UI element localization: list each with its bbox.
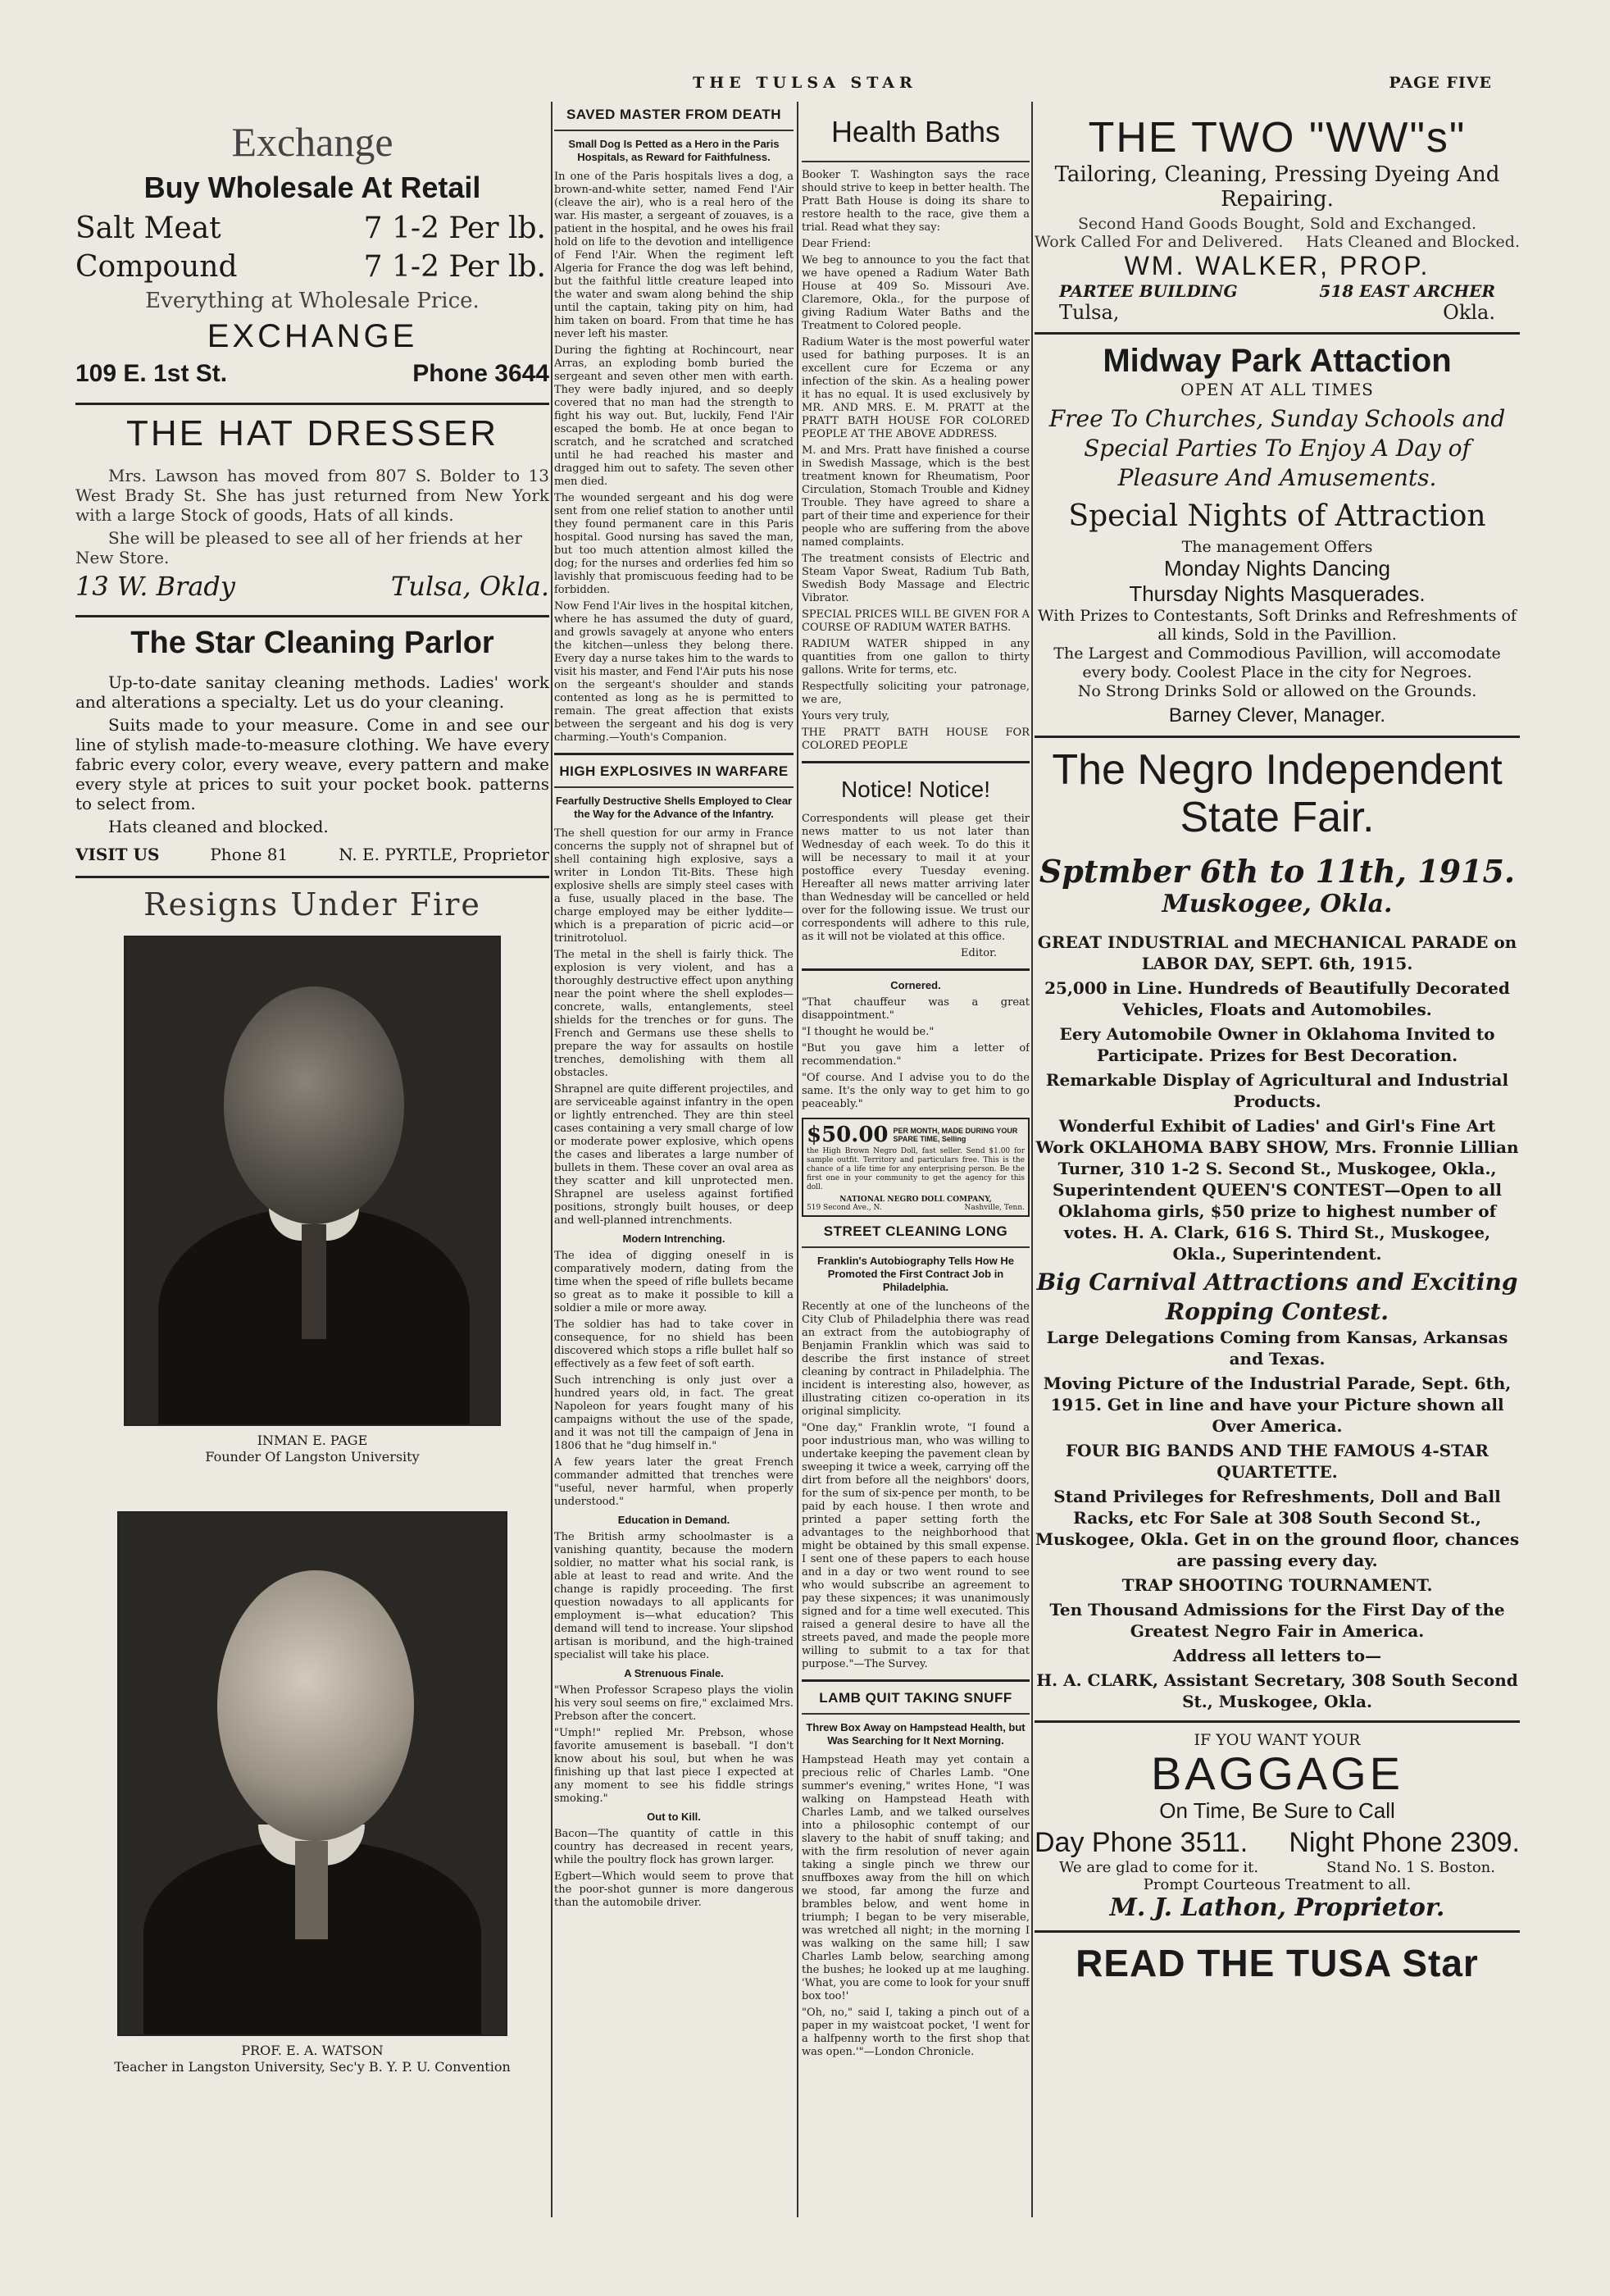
- article-paragraph: "But you gave him a letter of recommendation.": [802, 1042, 1030, 1068]
- fair-title2: State Fair.: [1180, 794, 1375, 841]
- two-ws-building: PARTEE BUILDING: [1059, 281, 1238, 301]
- exchange-address: 109 E. 1st St.: [75, 360, 228, 387]
- baggage-info: [1035, 1859, 1520, 1876]
- article-paragraph: The wounded sergeant and his dog were sent from one relief station to another until they found permanent care in this Paris hospital. Good nursing has saved the man, but too much attention almost killed the dog; for the nurses and orderlies fed him so lavishly that promiscuous feeding had to be forbidden.: [554, 492, 794, 596]
- midway-body2: The Largest and Commodious Pavillion, will accomodate every body. Coolest Place in the city for Negroes.: [1053, 645, 1501, 681]
- article-paragraph: The shell question for our army in France concerns the supply not of shrapnel but of shell containing high explosive, says a writer in London Tit-Bits. These high explosive shells are simply steel cases with a fuse, usually placed in the base. The charge employed may be either lyddite—which is a preparation of picric acid—or trinitrotoluol.: [554, 827, 794, 945]
- resigns-title: Resigns Under Fire: [143, 886, 481, 922]
- hat-dresser-address: 13 W. Brady: [75, 571, 235, 602]
- portrait-ea-watson: [117, 1511, 507, 2036]
- article-deck: Threw Box Away on Hampstead Health, but Was Searching for It Next Morning.: [806, 1721, 1026, 1747]
- portrait-caption-title: Teacher in Langston University, Sec'y B. Y. P. U. Convention: [114, 2059, 511, 2075]
- article-subhead: Out to Kill.: [647, 1811, 701, 1823]
- divider: [802, 1679, 1030, 1682]
- doll-ad-city: Nashville, Tenn.: [964, 1204, 1025, 1212]
- cleaning-parlor-body3: Hats cleaned and blocked.: [108, 817, 329, 836]
- resigns-article: [75, 886, 549, 2075]
- portrait-caption-title: Founder Of Langston University: [205, 1449, 420, 1465]
- article-paragraph: Respectfully soliciting your patronage, we are,: [802, 681, 1030, 706]
- doll-ad-sub: PER MONTH, MADE DURING YOUR SPARE TIME, Selling: [893, 1127, 1018, 1143]
- cleaning-parlor-ad: [75, 626, 549, 864]
- two-ws-ad: [1035, 102, 1520, 324]
- article-paragraph: SPECIAL PRICES WILL BE GIVEN FOR A COURSE OF RADIUM WATER BATHS.: [802, 608, 1030, 634]
- cleaning-parlor-body2: Suits made to your measure. Come in and see our line of stylish made-to-measure clothing. We have every fabric every color, every weave, every pattern and make every style at prices to suit your pocket book. patterns to select from.: [75, 715, 549, 813]
- two-ws-address: [1035, 281, 1520, 301]
- divider: [802, 761, 1030, 763]
- doll-ad-headline: $50.00: [807, 1123, 889, 1147]
- two-ws-street: 518 EAST ARCHER: [1319, 281, 1495, 301]
- cleaning-parlor-contact: [75, 845, 549, 864]
- fair-paragraph: Remarkable Display of Agricultural and Industrial Products.: [1045, 1070, 1509, 1111]
- two-ws-city-line: [1035, 301, 1520, 324]
- baggage-title: BAGGAGE: [1150, 1747, 1404, 1799]
- hat-dresser-body2: She will be pleased to see all of her friends at her New Store.: [75, 528, 522, 567]
- fair-paragraph: Stand Privileges for Refreshments, Doll and Ball Racks, etc For Sale at 308 South Second St., Muskogee, Okla. Get in on the ground floor, chances are passing every day.: [1035, 1487, 1520, 1570]
- hat-dresser-contact: [75, 571, 549, 602]
- cleaning-parlor-body: Up-to-date sanitay cleaning methods. Ladies' work and alterations a specialty. Let us do your cleaning.: [75, 672, 549, 712]
- item-name: Salt Meat: [75, 212, 221, 245]
- portrait-caption-name: PROF. E. A. WATSON: [241, 2043, 384, 2058]
- baggage-phones: [1035, 1827, 1520, 1859]
- column-rule: [551, 102, 553, 2217]
- midway-body: With Prizes to Contestants, Soft Drinks and Refreshments of all kinds, Sold in the Pavillion.: [1038, 607, 1517, 644]
- fair-paragraph: 25,000 in Line. Hundreds of Beautifully Decorated Vehicles, Floats and Automobiles.: [1044, 978, 1510, 1019]
- baggage-night-phone: Night Phone 2309.: [1289, 1827, 1520, 1858]
- hat-dresser-body: Mrs. Lawson has moved from 807 S. Bolder to 13 West Brady St. She has just returned from New York with a large Stock of goods, Hats of all kinds.: [75, 466, 549, 525]
- column-rule: [797, 102, 798, 2217]
- divider: [75, 403, 549, 405]
- exchange-item: [75, 250, 549, 284]
- article-paragraph: Shrapnel are quite different projectiles, and are serviceable against infantry in the open or lightly entrenched. They are thin steel cases containing a very small charge of low or moderate power explosive, which opens the cases and liberates a large number of bullets in them. These cover an oval area as they scatter and kill unprotected men. Shrapnel are useless against fortified positions, strongly built houses, or deep and well-planned intrenchments.: [554, 1083, 794, 1227]
- two-ws-line3: Hats Cleaned and Blocked.: [1305, 233, 1520, 251]
- divider: [554, 753, 794, 755]
- article-paragraph: Booker T. Washington says the race should strive to keep in better health. The Pratt Bath House is doing its share to restore health to the race, give them a trial. Read what they say:: [802, 169, 1030, 234]
- notice-body: Correspondents will please get their news matter to us not later than Wednesday of each week. To do this it will be necessary to mail it at your postoffice every Tuesday evening. Hereafter all news matter arriving later than Wednesday will be cancelled or held over for the following issue. We trust our correspondents will adhere to this rule, as it will not be violated at this office.: [802, 813, 1030, 943]
- hat-dresser-title: THE HAT DRESSER: [125, 413, 499, 453]
- article-subhead: Modern Intrenching.: [622, 1232, 725, 1245]
- article-paragraph: "Oh, no," said I, taking a pinch out of a paper in my waistcoat pocket, 'I went for a halfpenny worth to the first shop that was open.'"—London Chronicle.: [802, 2007, 1030, 2058]
- article-paragraph: The soldier has had to take cover in consequence, for no shield has been discovered which stops a rifle bullet half so effectively as a few feet of soft earth.: [554, 1319, 794, 1370]
- midway-thursday: Thursday Nights Masquerades.: [1129, 581, 1426, 606]
- divider: [802, 161, 1030, 162]
- article-paragraph: Hampstead Heath may yet contain a precious relic of Charles Lamb. "One summer's evening," writes Hone, "I was walking on Hampstead Heath with Charles Lamb, and we talked ourselves into a philosophic contempt of our slavery to the habit of snuff taking; and with the firm resolution of never again taking a single pinch we threw our snuffboxes away from the hill on which we stood, far among the furze and brambles below, and went home in triumph; I began to be very miserable, was wretched all night; in the morning I was walking on the same hill; I saw Charles Lamb below, searching among the bushes; he looked up at me laughing. 'What, you are come to look for your snuff box too!': [802, 1754, 1030, 2002]
- fair-paragraph: Large Delegations Coming from Kansas, Arkansas and Texas.: [1046, 1328, 1508, 1369]
- doll-ad-address: 519 Second Ave., N.: [807, 1204, 882, 1212]
- article-paragraph: "I thought he would be.": [802, 1026, 935, 1038]
- exchange-phone: Phone 3644: [412, 360, 549, 387]
- article-headline: STREET CLEANING LONG: [823, 1223, 1008, 1239]
- two-ws-title: THE TWO "WW"s": [1088, 114, 1467, 162]
- column-1: [75, 102, 549, 2217]
- article-paragraph: "Umph!" replied Mr. Prebson, whose favorite amusement is baseball. "I don't know about his soul, but when he was finishing up that last piece I expected at any moment to see his fiddle strings smoking.": [554, 1727, 794, 1805]
- visit-us: VISIT US: [75, 845, 160, 864]
- column-3: [802, 102, 1030, 2217]
- article-deck: Fearfully Destructive Shells Employed to Clear the Way for the Advance of the Infantry.: [555, 795, 793, 820]
- article-paragraph: "One day," Franklin wrote, "I found a poor industrious man, who was willing to undertake keeping the pavement clean by sweeping it twice a week, carrying off the dirt from before all the neighbors' doors, for the sum of six-pence per month, to be paid by each house. I then wrote and printed a paper setting forth the advantages to the neighborhood that might be obtained by this small expense. I sent one of these papers to each house and in a day or two went round to see who would subscribe an agreement to pay these sixpences; it was unanimously signed and for a time well executed. This raised a general desire to have all the streets paved, and made the people more willing to submit to a tax for that purpose."—The Survey.: [802, 1422, 1030, 1670]
- article-paragraph: M. and Mrs. Pratt have finished a course in Swedish Massage, which is the best treatment known for Rheumatism, Poor Circulation, Stomach Trouble and Kidney Trouble. They have agreed to share a part of their time and experience for their people who are suffering from the above named complaints.: [802, 444, 1030, 549]
- article-paragraph: Recently at one of the luncheons of the City Club of Philadelphia there was read an extract from the autobiography of Benjamin Franklin which was said to describe the first instance of street cleaning by contract in Philadelphia. The incident is interesting also, however, as illustrating citizen co-operation in its original simplicity.: [802, 1301, 1030, 1418]
- exchange-ad-title: Exchange: [231, 119, 393, 165]
- column-2: [554, 102, 794, 2217]
- fair-admissions: Ten Thousand Admissions for the First Day of the Greatest Negro Fair in America.: [1049, 1600, 1505, 1641]
- article-headline: SAVED MASTER FROM DEATH: [566, 107, 782, 122]
- article-headline: HIGH EXPLOSIVES IN WARFARE: [559, 763, 789, 779]
- article-paragraph: Dear Friend:: [802, 238, 871, 250]
- article-paragraph: Bacon—The quantity of cattle in this country has decreased in recent years, while the poultry flock has grown larger.: [554, 1828, 794, 1866]
- article-paragraph: The treatment consists of Electric and Steam Vapor Sweat, Radium Tub Bath, Swedish Body Massage and Electric Vibrator.: [802, 553, 1030, 604]
- article-subhead: A Strenuous Finale.: [624, 1667, 724, 1679]
- divider: [554, 786, 794, 788]
- midway-special: Special Nights of Attraction: [1068, 499, 1486, 533]
- article-paragraph: Egbert—Which would seem to prove that the poor-shot gunner is more dangerous than the automobile driver.: [554, 1870, 794, 1909]
- midway-park-ad: [1035, 343, 1520, 727]
- fair-paragraph: Wonderful Exhibit of Ladies' and Girl's Fine Art Work OKLAHOMA BABY SHOW, Mrs. Fronnie Lillian Turner, 310 1-2 S. Second St., Muskogee, Okla., Superintendent QUEEN'S CONTEST—Open to all Oklahoma girls, $50 prize to highest number of votes. H. A. Clark, 616 S. Third St., Muskogee, Okla., Superintendent.: [1035, 1116, 1519, 1264]
- article-paragraph: The metal in the shell is fairly thick. The explosion is very violent, and has a thoroughly destructive effect upon anything near the point where the shell explodes—concrete, walls, entanglements, steel shields for the trenches or for guns. The French and Germans use these shells to prepare the way for assaults on hostile trenches, demolishing with them all obstacles.: [554, 949, 794, 1079]
- divider: [1035, 736, 1520, 738]
- divider: [75, 876, 549, 878]
- doll-ad-company: NATIONAL NEGRO DOLL COMPANY,: [839, 1196, 992, 1204]
- fair-dates: Sptmber 6th to 11th, 1915.: [1039, 853, 1516, 890]
- article-paragraph: Yours very truly,: [802, 710, 890, 722]
- fair-carnival: Big Carnival Attractions and Exciting Ropping Contest.: [1036, 1269, 1518, 1325]
- baggage-prompt: Prompt Courteous Treatment to all.: [1143, 1876, 1412, 1893]
- doll-ad: [802, 1118, 1030, 1217]
- midway-title: Midway Park Attaction: [1103, 343, 1452, 379]
- midway-body3: No Strong Drinks Sold or allowed on the Grounds.: [1077, 682, 1477, 700]
- health-baths-title: Health Baths: [830, 115, 1001, 148]
- cleaning-parlor-title: The Star Cleaning Parlor: [130, 626, 494, 660]
- two-ws-state: Okla.: [1443, 301, 1495, 324]
- article-paragraph: The idea of digging oneself in is comparatively modern, dating from the time when the speed of rifle bullets became so great as to make it possible to kill a soldier a mile or more away.: [554, 1250, 794, 1314]
- divider: [1035, 332, 1520, 335]
- divider: [802, 1713, 1030, 1715]
- state-fair-ad: [1035, 746, 1520, 1712]
- column-rule: [1031, 102, 1033, 2217]
- article-paragraph: "Of course. And I advise you to do the same. It's the only way to get him to go peaceably.": [802, 1072, 1030, 1110]
- article-subhead: Education in Demand.: [617, 1514, 730, 1526]
- fair-paragraph: Eery Automobile Owner in Oklahoma Invited to Participate. Prizes for Best Decoration.: [1059, 1024, 1495, 1065]
- article-headline: LAMB QUIT TAKING SNUFF: [819, 1690, 1012, 1706]
- exchange-ad-tagline: Buy Wholesale At Retail: [143, 171, 481, 204]
- article-paragraph: We beg to announce to you the fact that we have opened a Radium Water Bath House at 409 So. Missouri Ave. Claremore, Okla., for the purpose of giving Radium Water Baths and the Treatment to Colored people.: [802, 254, 1030, 332]
- article-subhead: Cornered.: [890, 979, 941, 991]
- baggage-ad: [1035, 1731, 1520, 1922]
- article-deck: Franklin's Autobiography Tells How He Promoted the First Contract Job in Philadelphia.: [816, 1255, 1014, 1293]
- article-paragraph: RADIUM WATER shipped in any quantities from one gallon to thirty gallons. Write for terms, etc.: [802, 638, 1030, 676]
- baggage-if: IF YOU WANT YOUR: [1194, 1731, 1361, 1749]
- article-paragraph: Radium Water is the most powerful water used for bathing purposes. It is an excellent cure for Eczema or any infection of the skin. As a healing power it has no equal. It is used exclusively by MR. AND MRS. E. M. PRATT at the PRATT BATH HOUSE FOR COLORED PEOPLE AT THE ABOVE ADDRESS.: [802, 336, 1030, 440]
- article-paragraph: Such intrenching is only just over a hundred years old, in fact. The great Napoleon for years fought many of his campaigns without the use of the spade, and it was not till the campaign of Jena in 1806 that he "dug himself in.": [554, 1374, 794, 1452]
- exchange-item: [75, 212, 549, 245]
- portrait-caption-name: INMAN E. PAGE: [257, 1433, 368, 1448]
- baggage-prop: M. J. Lathon, Proprietor.: [1109, 1893, 1445, 1922]
- midway-free: Free To Churches, Sunday Schools and Special Parties To Enjoy A Day of Pleasure And Amusements.: [1048, 405, 1506, 491]
- fair-location: Muskogee, Okla.: [1162, 890, 1393, 918]
- article-deck: Small Dog Is Petted as a Hero in the Paris Hospitals, as Reward for Faithfulness.: [568, 138, 780, 163]
- midway-manager: Barney Clever, Manager.: [1168, 704, 1386, 727]
- article-signature: THE PRATT BATH HOUSE FOR COLORED PEOPLE: [802, 727, 1030, 752]
- two-ws-sub: Tailoring, Cleaning, Pressing Dyeing And Repairing.: [1054, 162, 1500, 212]
- midway-open: OPEN AT ALL TIMES: [1180, 380, 1374, 399]
- notice-title: Notice! Notice!: [840, 777, 991, 802]
- masthead: [0, 69, 1610, 102]
- divider: [1035, 1930, 1520, 1933]
- doll-ad-contact: [807, 1204, 1025, 1212]
- two-ws-city: Tulsa,: [1059, 301, 1120, 324]
- baggage-stand: Stand No. 1 S. Boston.: [1326, 1859, 1495, 1876]
- fair-address-all: Address all letters to—: [1172, 1646, 1382, 1665]
- midway-offers: The management Offers: [1181, 538, 1373, 556]
- article-paragraph: The British army schoolmaster is a vanishing quantity, because the modern soldier, no matter what his social rank, is able at least to read and write. And the change is rapidly proceeding. The first question nowadays to all applicants for employment is—what education? This demand will tend to increase. Your slipshod artisan is moribund, and the high-trained specialist will take his place.: [554, 1531, 794, 1661]
- two-ws-prop: WM. WALKER, PROP.: [1124, 251, 1430, 280]
- midway-monday: Monday Nights Dancing: [1163, 556, 1391, 581]
- newspaper-title: THE TULSA STAR: [693, 74, 917, 92]
- exchange-ad: [75, 102, 549, 388]
- item-name: Compound: [75, 250, 238, 284]
- exchange-contact: [75, 360, 549, 388]
- fair-title1: The Negro Independent: [1052, 746, 1503, 794]
- fair-bands: FOUR BIG BANDS AND THE FAMOUS 4-STAR QUARTETTE.: [1065, 1441, 1489, 1482]
- article-paragraph: "When Professor Scrapeso plays the violin his very soul seems on fire," exclaimed Mrs. Prebson after the concert.: [554, 1684, 794, 1723]
- hat-dresser-city: Tulsa, Okla.: [390, 571, 549, 602]
- article-paragraph: In one of the Paris hospitals lives a dog, a brown-and-white setter, named Fend l'Air (cleave the air), who is a real hero of the war. His master, a sergeant of zouaves, is a patient in the hospital, and he owes his frail hold on life to the devotion and intelligence of Fend l'Air. When the regiment left Algeria for France the dog was left behind, but the faithful little creature leaped into the water and swam along behind the ship until the captain, taking pity on him, had him taken on board. From that time he has never left his master.: [554, 171, 794, 340]
- baggage-ontime: On Time, Be Sure to Call: [1159, 1798, 1395, 1823]
- article-paragraph: A few years later the great French commander admitted that trenches were "useful, never harmful, when properly understood.": [554, 1456, 794, 1508]
- exchange-name: EXCHANGE: [207, 318, 418, 354]
- two-ws-line1: Second Hand Goods Bought, Sold and Exchanged.: [1077, 215, 1476, 233]
- baggage-glad: We are glad to come for it.: [1059, 1859, 1259, 1876]
- two-ws-line: [1035, 233, 1520, 251]
- column-4: [1035, 102, 1520, 2217]
- divider: [554, 130, 794, 131]
- fair-trap: TRAP SHOOTING TOURNAMENT.: [1121, 1575, 1433, 1595]
- divider: [75, 615, 549, 617]
- item-price: 7 1-2 Per lb.: [363, 250, 546, 284]
- fair-clark: H. A. CLARK, Assistant Secretary, 308 South Second St., Muskogee, Okla.: [1036, 1670, 1518, 1711]
- portrait-inman-page: [124, 936, 501, 1426]
- two-ws-line2: Work Called For and Delivered.: [1035, 233, 1284, 251]
- read-the-star: READ THE TUSA Star: [1076, 1942, 1479, 1984]
- page-number: PAGE FIVE: [1389, 74, 1492, 92]
- doll-ad-body: the High Brown Negro Doll, fast seller. Send $1.00 for sample outfit. Territory and particulars free. This is the chance of a life time for any enterprising person. Be the first one in your community to get the agency for this doll.: [807, 1147, 1025, 1191]
- divider: [802, 1246, 1030, 1248]
- divider: [1035, 1720, 1520, 1723]
- divider: [802, 968, 1030, 971]
- hat-dresser-ad: [75, 413, 549, 602]
- cleaning-parlor-proprietor: N. E. PYRTLE, Proprietor: [339, 845, 549, 864]
- fair-parade: GREAT INDUSTRIAL and MECHANICAL PARADE on LABOR DAY, SEPT. 6th, 1915.: [1037, 932, 1517, 973]
- item-price: 7 1-2 Per lb.: [363, 212, 546, 245]
- article-paragraph: "That chauffeur was a great disappointment.": [802, 996, 1030, 1022]
- notice-sign: Editor.: [961, 947, 997, 959]
- article-paragraph: During the fighting at Rochincourt, near Arras, an exploding bomb buried the sergeant and seven other men with earth. They were badly injured, and so deeply covered that no man had the strength to fight his way out. But, luckily, Fend l'Air escaped the bomb. He at once began to scratch, and he scratched and scratched until he had reached his master and dragged him out to safety. The seven other men died.: [554, 344, 794, 488]
- exchange-everything: Everything at Wholesale Price.: [145, 289, 480, 313]
- fair-paragraph: Moving Picture of the Industrial Parade, Sept. 6th, 1915. Get in line and have your Picture shown all Over America.: [1043, 1374, 1512, 1436]
- cleaning-parlor-phone: Phone 81: [210, 845, 289, 864]
- article-paragraph: Now Fend l'Air lives in the hospital kitchen, where he has assumed the duty of guard, and growls savagely at anyone who enters the kitchen—unless they belong there. Every day a nurse takes him to the wards to visit his master, and Fend l'Air puts his nose on the sergeant's shoulder and stands contented as long as he is permitted to remain. The great affection that exists between the sergeant and his dog is very charming.—Youth's Companion.: [554, 600, 794, 744]
- baggage-day-phone: Day Phone 3511.: [1035, 1827, 1248, 1858]
